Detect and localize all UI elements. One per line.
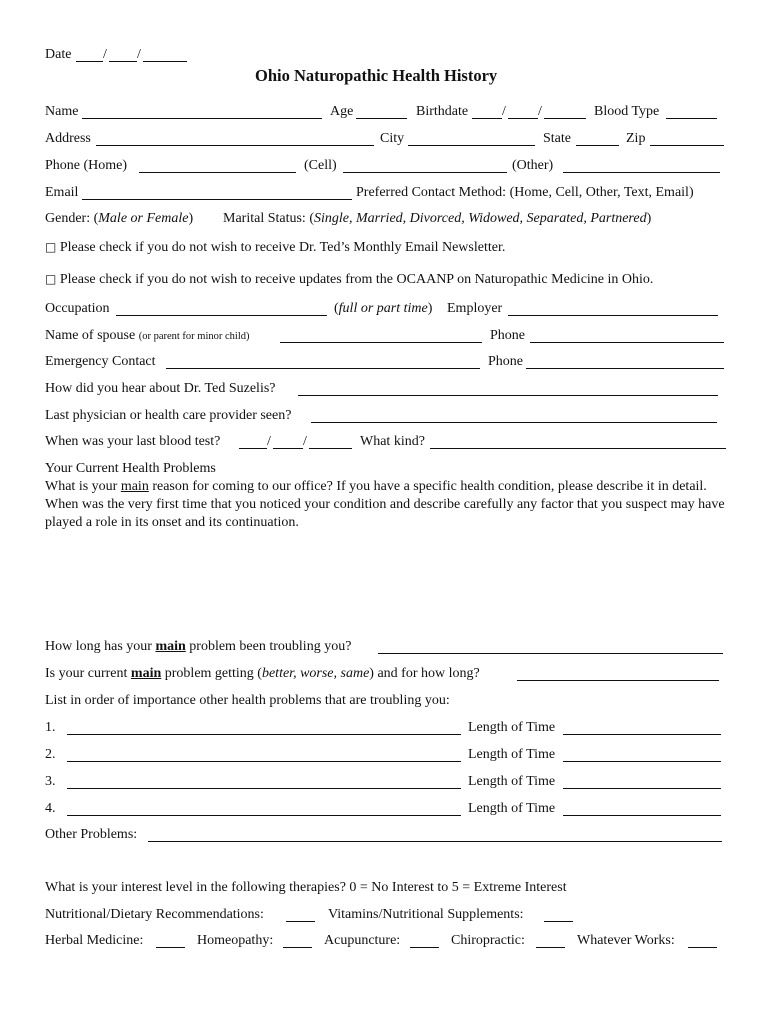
acupuncture-label: Acupuncture: [324,933,401,948]
main-reason-answer-area[interactable] [45,535,725,630]
birthdate-year-field[interactable] [544,118,586,119]
emergency-contact-field[interactable] [166,368,480,369]
birthdate-month-field[interactable] [472,118,502,119]
email-field[interactable] [82,199,352,200]
marital-close: ) [646,211,652,226]
name-field[interactable] [82,118,322,119]
referral-question: How did you hear about Dr. Ted Suzelis? [45,381,276,396]
list-item-length-field[interactable] [563,788,721,789]
duration-field[interactable] [378,653,723,654]
newsletter-optout-row [45,240,505,256]
city-label: City [380,131,405,146]
address-label: Address [45,131,91,146]
date-month-field[interactable] [76,61,103,62]
spouse-phone-field[interactable] [530,342,724,343]
marital-label: Marital Status: ( [223,211,314,226]
phone-home-label: Phone (Home) [45,158,128,173]
phone-cell-label: (Cell) [304,158,337,173]
date-year-field[interactable] [143,61,187,62]
blood-test-slash: / [303,434,307,449]
gender-options[interactable]: Male or Female [98,211,189,226]
date-label: Date [45,47,72,62]
other-problems-label: Other Problems: [45,827,138,842]
age-label: Age [330,104,354,119]
whatever-works-rating-field[interactable] [688,947,717,948]
date-slash: / [137,47,141,62]
date-slash: / [103,47,107,62]
last-physician-field[interactable] [311,422,717,423]
emergency-phone-field[interactable] [526,368,724,369]
email-label: Email [45,185,79,200]
list-item-number: 2. [45,747,56,762]
state-label: State [543,131,571,146]
whatever-works-label: Whatever Works: [577,933,675,948]
employer-label: Employer [447,301,503,316]
homeopathy-rating-field[interactable] [283,947,312,948]
list-item-number: 1. [45,720,56,735]
list-item-length-label: Length of Time [468,747,556,762]
spouse-note: (or parent for minor child) [138,331,250,342]
gender-marital-row [45,211,193,227]
vitamins-label: Vitamins/Nutritional Supplements: [328,907,524,922]
ocaanp-checkbox[interactable]: □ [45,272,57,286]
blood-test-month-field[interactable] [239,448,267,449]
progress-field[interactable] [517,680,719,681]
list-item-problem-field[interactable] [67,734,461,735]
blood-type-label: Blood Type [594,104,660,119]
list-item-length-field[interactable] [563,734,721,735]
nutritional-rating-field[interactable] [286,921,315,922]
spouse-label: Name of spouse [45,328,136,343]
emergency-phone-label: Phone [488,354,523,369]
occupation-label: Occupation [45,301,110,316]
name-label: Name [45,104,79,119]
therapy-interest-intro: What is your interest level in the following therapies? 0 = No Interest to 5 = Extreme Interest [45,880,567,895]
birthdate-day-field[interactable] [508,118,538,119]
phone-other-field[interactable] [563,172,720,173]
list-item-problem-field[interactable] [67,788,461,789]
health-problems-heading: Your Current Health Problems [45,461,216,476]
chiropractic-rating-field[interactable] [536,947,565,948]
main-reason-prompt: What is your main reason for coming to our office? If you have a specific health condition, please describe it in detail. When was the very first time that you noticed your condition and describe carefully any factor that you suspect may have played a role in its onset and its continuation. [45,479,725,530]
blood-test-slash: / [267,434,271,449]
other-problems-field[interactable] [148,841,722,842]
newsletter-checkbox[interactable]: □ [45,240,57,254]
herbal-rating-field[interactable] [156,947,185,948]
phone-cell-field[interactable] [343,172,507,173]
age-field[interactable] [356,118,407,119]
list-item-length-label: Length of Time [468,801,556,816]
list-item-length-label: Length of Time [468,774,556,789]
occupation-field[interactable] [116,315,327,316]
homeopathy-label: Homeopathy: [197,933,274,948]
blood-type-field[interactable] [666,118,717,119]
vitamins-rating-field[interactable] [544,921,573,922]
marital-row [223,211,651,227]
newsletter-optout-label: Please check if you do not wish to receive Dr. Ted’s Monthly Email Newsletter. [56,240,506,255]
address-field[interactable] [96,145,374,146]
gender-label: Gender: ( [45,211,99,226]
city-field[interactable] [408,145,535,146]
list-item-length-field[interactable] [563,815,721,816]
spouse-phone-label: Phone [490,328,525,343]
spouse-field[interactable] [280,342,482,343]
acupuncture-rating-field[interactable] [410,947,439,948]
page-title: Ohio Naturopathic Health History [255,66,498,85]
list-item-length-field[interactable] [563,761,721,762]
blood-test-day-field[interactable] [273,448,303,449]
state-field[interactable] [576,145,619,146]
other-problems-list-intro: List in order of importance other health problems that are troubling you: [45,693,450,708]
work-time-note: (full or part time) [334,301,433,316]
list-item-problem-field[interactable] [67,761,461,762]
zip-field[interactable] [650,145,724,146]
ocaanp-optout-row [45,272,653,288]
employer-field[interactable] [508,315,718,316]
chiropractic-label: Chiropractic: [451,933,525,948]
spouse-label-row [45,328,250,344]
gender-close: ) [188,211,194,226]
list-item-problem-field[interactable] [67,815,461,816]
blood-test-kind-field[interactable] [430,448,726,449]
birthdate-label: Birthdate [416,104,469,119]
marital-options[interactable]: Single, Married, Divorced, Widowed, Separated, Partnered [314,211,647,226]
list-item-number: 4. [45,801,56,816]
referral-field[interactable] [298,395,718,396]
nutritional-label: Nutritional/Dietary Recommendations: [45,907,264,922]
last-physician-question: Last physician or health care provider seen? [45,408,292,423]
ocaanp-optout-label: Please check if you do not wish to receive updates from the OCAANP on Naturopathic Medicine in Ohio. [56,272,654,287]
blood-test-kind-label: What kind? [360,434,425,449]
herbal-label: Herbal Medicine: [45,933,144,948]
phone-other-label: (Other) [512,158,554,173]
emergency-contact-label: Emergency Contact [45,354,156,369]
birthdate-slash: / [502,104,506,119]
zip-label: Zip [626,131,646,146]
preferred-contact-label: Preferred Contact Method: (Home, Cell, Other, Text, Email) [356,185,694,200]
date-day-field[interactable] [109,61,137,62]
birthdate-slash: / [538,104,542,119]
blood-test-label: When was your last blood test? [45,434,221,449]
duration-question: How long has your main problem been troubling you? [45,639,352,654]
list-item-length-label: Length of Time [468,720,556,735]
list-item-number: 3. [45,774,56,789]
progress-question: Is your current main problem getting (better, worse, same) and for how long? [45,666,480,681]
phone-home-field[interactable] [139,172,296,173]
blood-test-year-field[interactable] [309,448,352,449]
